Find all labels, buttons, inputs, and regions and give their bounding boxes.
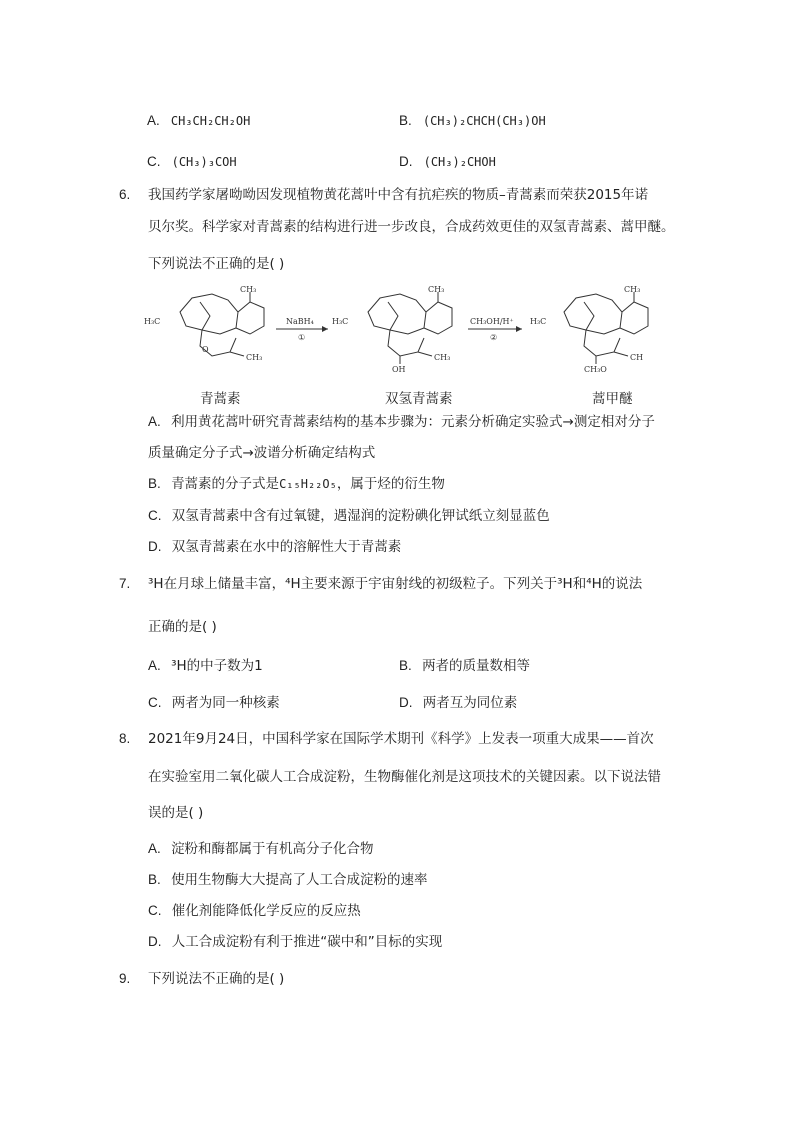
option-letter: B. (148, 872, 161, 887)
q8-option-d (148, 933, 442, 951)
q8-stem-line1: 2021年9月24日，中国科学家在国际学术期刊《科学》上发表一项重大成果——首次 (148, 731, 654, 747)
molecule-qinghaosu (180, 292, 264, 356)
methyl-label: CH₃ (434, 353, 451, 362)
q5-option-b (399, 110, 546, 129)
q7-option-b (399, 657, 530, 675)
option-text: ，属于烃的衍生物 (336, 476, 445, 492)
option-text: 两者为同一种核素 (171, 695, 280, 711)
option-letter: C. (147, 154, 161, 169)
q6-number: 6. (119, 187, 131, 202)
molecular-formula: C₁₅H₂₂O₅ (279, 477, 337, 491)
q7-number: 7. (119, 576, 131, 591)
option-text: 两者的质量数相等 (422, 658, 531, 674)
methyl-label: CH₃ (246, 353, 263, 362)
option-text: 使用生物酶大大提高了人工合成淀粉的速率 (171, 872, 428, 888)
option-letter: B. (399, 113, 412, 128)
arrow2-step: ② (490, 333, 498, 342)
q6-option-a-line2: 质量确定分子式→波谱分析确定结构式 (148, 445, 376, 461)
q9-number: 9. (119, 971, 131, 986)
q8-option-b (148, 871, 428, 889)
q8-number: 8. (119, 731, 131, 746)
methyl-label: CH₃ (240, 285, 257, 294)
option-text: 淀粉和酶都属于有机高分子化合物 (171, 841, 374, 857)
option-text: (CH₃)₃COH (171, 155, 237, 169)
arrow1-reagent: NaBH₄ (286, 317, 314, 326)
option-letter: C. (148, 508, 162, 523)
methyl-label: CH₃ (624, 285, 641, 294)
q9-stem-line1: 下列说法不正确的是( ) (148, 971, 285, 987)
option-text: 两者互为同位素 (422, 695, 518, 711)
caption-artemether: 蒿甲醚 (592, 391, 633, 407)
arrowhead (322, 326, 328, 332)
option-text: (CH₃)₂CHCH(CH₃)OH (422, 114, 546, 128)
option-letter: C. (148, 903, 162, 918)
q6-option-a (148, 413, 655, 431)
reaction-scheme (140, 282, 680, 382)
option-text: 利用黄花蒿叶研究青蒿素结构的基本步骤为：元素分析确定实验式→测定相对分子 (171, 414, 655, 430)
q6-option-c (148, 507, 550, 525)
q8-option-a (148, 840, 374, 858)
q5-option-c (147, 151, 237, 170)
option-letter: A. (148, 841, 161, 856)
option-letter: D. (399, 695, 413, 710)
option-text: 双氢青蒿素中含有过氧键，遇湿润的淀粉碘化钾试纸立刻显蓝色 (171, 508, 550, 524)
ch-label: CH (630, 353, 644, 362)
option-text: 人工合成淀粉有利于推进“碳中和”目标的实现 (171, 934, 443, 950)
option-letter: A. (148, 658, 161, 673)
q7-stem-line2: 正确的是( ) (148, 619, 217, 635)
q7-stem-line1: ³H在月球上储量丰富，⁴H主要来源于宇宙射线的初级粒子。下列关于³H和⁴H的说法 (148, 576, 643, 592)
q6-stem-line1: 我国药学家屠呦呦因发现植物黄花蒿叶中含有抗疟疾的物质–青蒿素而荣获2015年诺 (148, 187, 649, 203)
option-text: (CH₃)₂CHOH (423, 155, 496, 169)
arrow1-step: ① (298, 333, 306, 342)
option-letter: A. (147, 113, 160, 128)
option-letter: D. (148, 934, 162, 949)
q6-stem-line2: 贝尔奖。科学家对青蒿素的结构进行进一步改良，合成药效更佳的双氢青蒿素、蒿甲醚。 (148, 219, 675, 235)
caption-qinghaosu: 青蒿素 (200, 391, 241, 407)
q8-stem-line3: 误的是( ) (148, 805, 204, 821)
methyl-label: H₃C (144, 317, 161, 326)
q8-stem-line2: 在实验室用二氧化碳人工合成淀粉，生物酶催化剂是这项技术的关键因素。以下说法错 (148, 769, 661, 785)
option-letter: D. (399, 154, 413, 169)
option-text: ³H的中子数为1 (171, 658, 263, 674)
methyl-label: CH₃ (428, 285, 445, 294)
oxygen-label: O (202, 345, 209, 354)
hydroxyl-label: OH (392, 365, 406, 374)
arrowhead (516, 326, 522, 332)
option-text: CH₃CH₂CH₂OH (170, 114, 251, 128)
q7-option-c (148, 694, 280, 712)
methyl-label: H₃C (332, 317, 349, 326)
option-text: 双氢青蒿素在水中的溶解性大于青蒿素 (171, 539, 402, 555)
option-text: 催化剂能降低化学反应的反应热 (171, 903, 361, 919)
option-letter: C. (148, 695, 162, 710)
q6-option-b (148, 475, 445, 493)
option-text: 青蒿素的分子式是 (171, 476, 280, 492)
option-letter: A. (148, 414, 161, 429)
option-letter: B. (148, 476, 161, 491)
q6-option-d (148, 538, 401, 556)
methyl-label: H₃C (530, 317, 547, 326)
q5-option-d (399, 151, 496, 170)
q6-stem-line3: 下列说法不正确的是( ) (148, 256, 285, 272)
q7-option-a (148, 657, 263, 675)
methoxy-label: CH₃O (584, 365, 607, 374)
option-letter: D. (148, 539, 162, 554)
option-letter: B. (399, 658, 412, 673)
q5-option-a (147, 110, 250, 129)
caption-dihydroartemisinin: 双氢青蒿素 (385, 391, 453, 407)
q8-option-c (148, 902, 361, 920)
arrow2-reagent: CH₃OH/H⁺ (470, 317, 514, 326)
q7-option-d (399, 694, 517, 712)
